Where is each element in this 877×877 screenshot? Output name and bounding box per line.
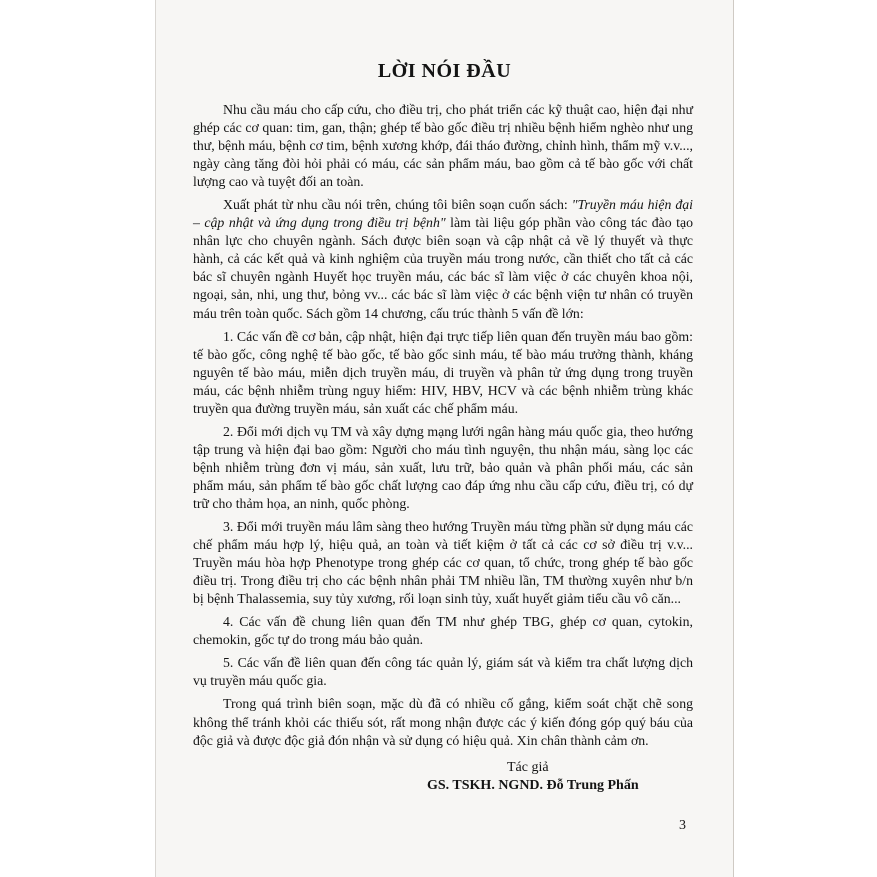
page-title: LỜI NÓI ĐẦU	[377, 60, 512, 82]
paragraph-item-1: 1. Các vấn đề cơ bản, cập nhật, hiện đại trực tiếp liên quan đến truyền máu bao gồm: tế bào gốc, công nghệ tế bào gốc, tế bào gốc sinh máu, tế bào máu trưởng thành, kháng nguyên tế bào máu, miễn dịch truyền máu, di truyền và phân tử ứng dụng trong truyền máu, các bệnh nhiễm trùng nguy hiểm: HIV, HBV, HCV và các bệnh nhiễm trùng khác truyền qua đường truyền máu, sản xuất các chế phẩm máu.	[193, 328, 693, 416]
author-name: GS. TSKH. NGND. Đỗ Trung Phấn	[427, 778, 639, 793]
signature-label: Tác giả	[507, 760, 549, 775]
book-page	[156, 0, 733, 877]
paragraph-item-2: 2. Đổi mới dịch vụ TM và xây dựng mạng lưới ngân hàng máu quốc gia, theo hướng tập trung và hiện đại bao gồm: Người cho máu tình nguyện, thu nhận máu, sàng lọc các bệnh nhiễm trùng đơn vị máu, sản xuất, lưu trữ, bảo quản và phân phối máu, các sản phẩm máu, sản phẩm tế bào gốc chất lượng cao đáp ứng nhu cầu cấp cứu, điều trị, có dự trữ cho thảm họa, an ninh, quốc phòng.	[193, 423, 693, 511]
paragraph-closing: Trong quá trình biên soạn, mặc dù đã có nhiều cố gắng, kiểm soát chặt chẽ song không thể tránh khỏi các thiếu sót, rất mong nhận được các ý kiến đóng góp quý báu của độc giả và được độc giả đón nhận và sử dụng có hiệu quả. Xin chân thành cảm ơn.	[193, 696, 693, 748]
book-title-quote: "Truyền máu hiện đại – cập nhật và ứng dụng trong điều trị bệnh"	[193, 197, 693, 231]
page-number: 3	[679, 818, 686, 833]
paragraph-purpose: Xuất phát từ nhu cầu nói trên, chúng tôi biên soạn cuốn sách: "Truyền máu hiện đại – cập nhật và ứng dụng trong điều trị bệnh" làm tài liệu góp phần vào công tác đào tạo nhân lực cho chuyên ngành. Sách được biên soạn và cập nhật cả về lý thuyết và thực hành, cả các kết quả và kinh nghiệm của truyền máu trong nước, cần thiết cho tất cả các bác sĩ chuyên ngành Huyết học truyền máu, các bác sĩ làm việc ở các chuyên khoa nội, ngoại, sản, nhi, ung thư, bỏng vv... các bác sĩ làm việc ở các bệnh viện tư nhân có truyền máu trên toàn quốc. Sách gồm 14 chương, cấu trúc thành 5 vấn đề lớn:	[193, 197, 693, 321]
paragraph-intro: Nhu cầu máu cho cấp cứu, cho điều trị, cho phát triển các kỹ thuật cao, hiện đại như ghép các cơ quan: tim, gan, thận; ghép tế bào gốc điều trị nhiều bệnh hiểm nghèo như ung thư, bệnh máu, bệnh cơ tim, bệnh xương khớp, đái tháo đường, chỉnh hình, thẩm mỹ v.v..., ngày càng tăng đòi hỏi phải có máu, các sản phẩm máu, bao gồm cả tế bào gốc với chất lượng cao và tuyệt đối an toàn.	[193, 102, 693, 190]
paragraph-item-5: 5. Các vấn đề liên quan đến công tác quản lý, giám sát và kiểm tra chất lượng dịch vụ truyền máu quốc gia.	[193, 655, 693, 689]
paragraph-item-3: 3. Đổi mới truyền máu lâm sàng theo hướng Truyền máu từng phần sử dụng máu các chế phẩm máu hợp lý, hiệu quả, an toàn và tiết kiệm ở tất cả các cơ sở điều trị v.v... Truyền máu hòa hợp Phenotype trong ghép các cơ quan, tổ chức, trong ghép tế bào gốc điều trị. Trong điều trị cho các bệnh nhân phải TM nhiều lần, TM thường xuyên như b/n bị bệnh Thalassemia, suy tủy xương, rối loạn sinh tủy, xuất huyết giảm tiểu cầu vô căn...	[193, 519, 693, 607]
preface-body	[193, 101, 693, 754]
paragraph-item-4: 4. Các vấn đề chung liên quan đến TM như ghép TBG, ghép cơ quan, cytokin, chemokin, gốc tự do trong máu bảo quản.	[193, 614, 693, 648]
